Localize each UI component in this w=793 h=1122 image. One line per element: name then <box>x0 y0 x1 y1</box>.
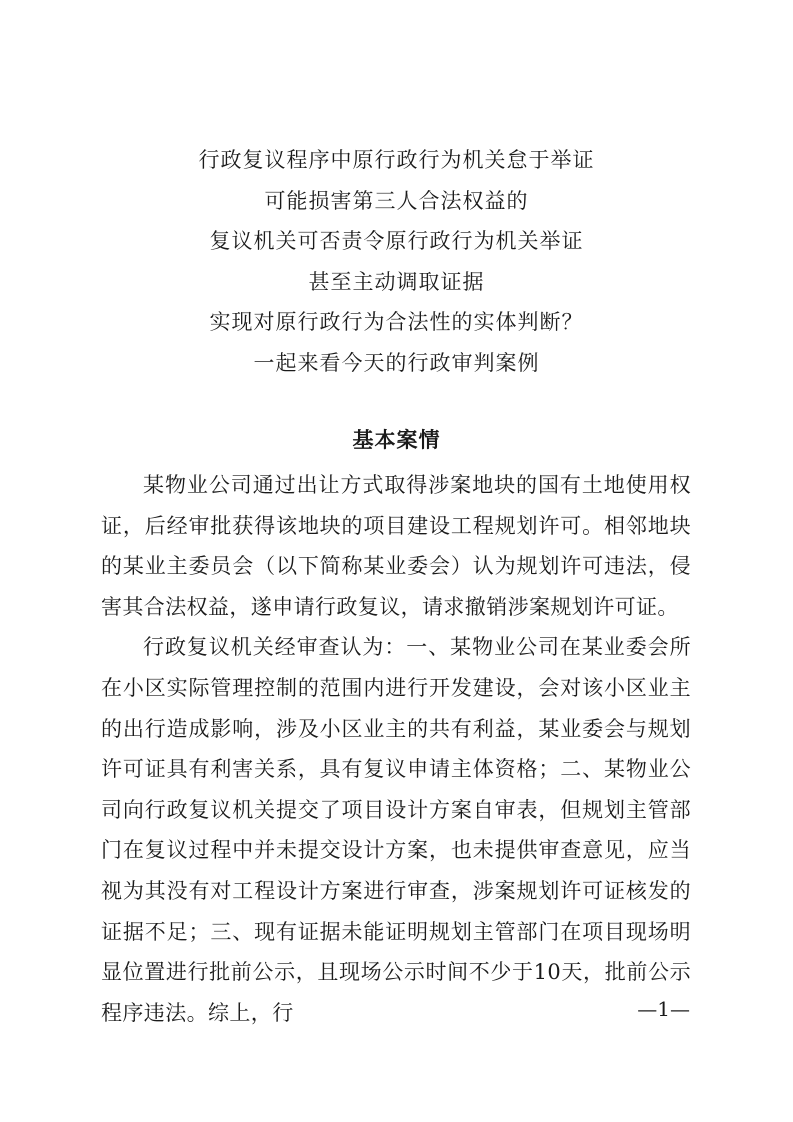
intro-line: 复议机关可否责令原行政行为机关举证 <box>209 229 584 253</box>
intro-line: 实现对原行政行为合法性的实体判断？ <box>209 310 584 334</box>
page-number: —1— <box>637 997 690 1021</box>
body-paragraph: 某物业公司通过出让方式取得涉案地块的国有土地使用权证，后经审批获得该地块的项目建设工程规划许可。相邻地块的某业主委员会（以下简称某业委会）认为规划许可违法，侵害其合法权益，遂申请行政复议，请求撤销涉案规划许可证。 <box>101 473 691 619</box>
body-paragraph: 行政复议机关经审查认为：一、某物业公司在某业委会所在小区实际管理控制的范围内进行开发建设，会对该小区业主的出行造成影响，涉及小区业主的共有利益，某业委会与规划许可证具有利害关系，具有复议申请主体资格；二、某物业公司向行政复议机关提交了项目设计方案自审表，但规划主管部门在复议过程中并未提交设计方案，也未提供审查意见，应当视为其没有对工程设计方案进行审查，涉案规划许可证核发的证据不足；三、现有证据未能证明规划主管部门在项目现场明显位置进行批前公示，且现场公示时间不少于10天，批前公示程序违法。综上，行 <box>101 635 691 1025</box>
intro-line: 行政复议程序中原行政行为机关怠于举证 <box>198 148 595 172</box>
intro-block <box>0 140 793 383</box>
body-text <box>101 465 691 1033</box>
intro-line: 一起来看今天的行政审判案例 <box>253 350 540 375</box>
intro-line: 甚至主动调取证据 <box>308 269 485 294</box>
intro-line: 可能损害第三人合法权益的 <box>264 188 529 213</box>
section-heading: 基本案情 <box>352 428 441 452</box>
